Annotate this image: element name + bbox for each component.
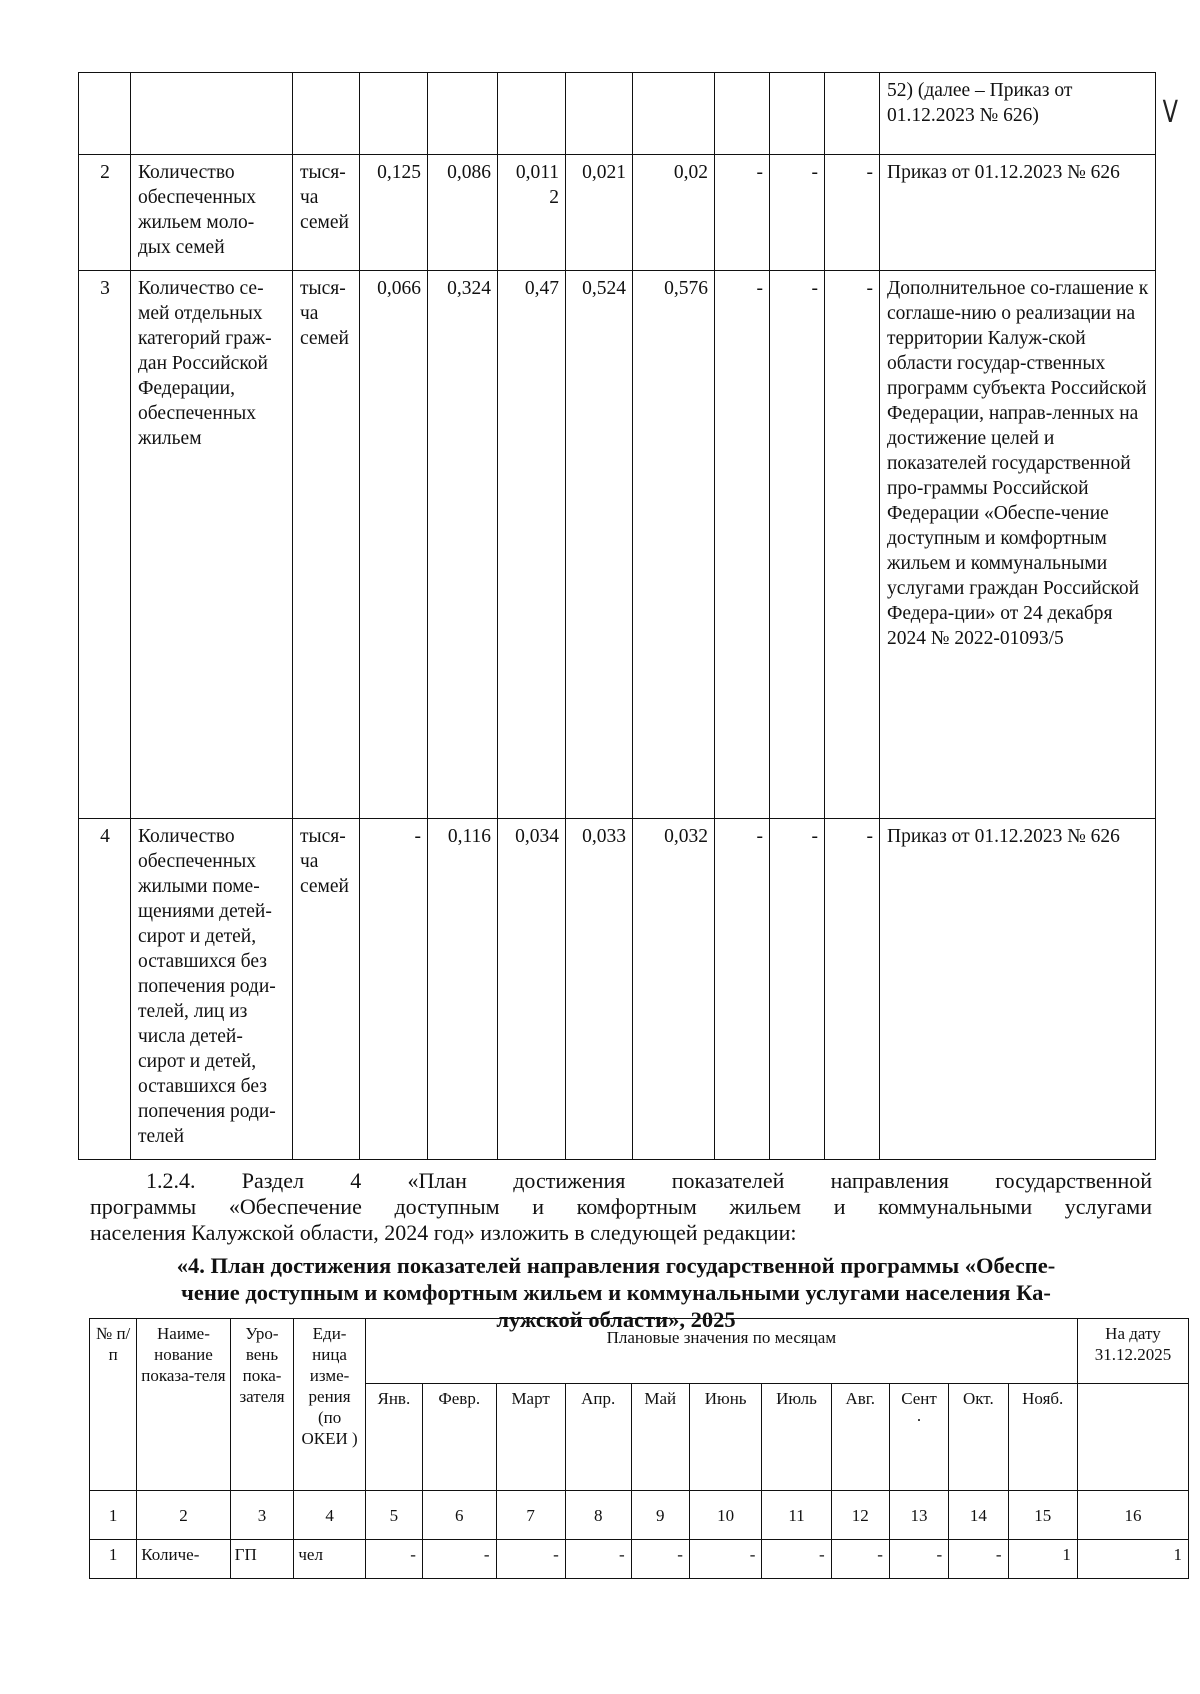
row-number: 4: [79, 819, 131, 1160]
unit-cell: тыся-ча семей: [293, 155, 360, 271]
value-cell: 0,011 2: [498, 155, 566, 271]
value-cell: 0,034: [498, 819, 566, 1160]
header-level: Уро-вень пока-зателя: [230, 1319, 294, 1491]
value-cell: -: [496, 1540, 565, 1579]
table-row: [79, 271, 1156, 819]
value-cell: 0,02: [633, 155, 715, 271]
value-cell: -: [825, 155, 880, 271]
column-number: 11: [762, 1491, 831, 1540]
month-jan: Янв.: [365, 1384, 422, 1491]
value-cell: -: [422, 1540, 496, 1579]
value-cell: -: [770, 155, 825, 271]
month-apr: Апр.: [565, 1384, 631, 1491]
value-cell: -: [360, 819, 428, 1160]
value-cell: 0,47: [498, 271, 566, 819]
column-number: 7: [496, 1491, 565, 1540]
indicator-name: Количество обеспеченных жильем моло-дых семей: [131, 155, 293, 271]
value-cell: -: [365, 1540, 422, 1579]
value-cell: 0,033: [566, 819, 633, 1160]
value-cell: 0,324: [428, 271, 498, 819]
amendment-paragraph: [90, 1168, 1152, 1246]
month-sep-dot: .: [916, 1406, 922, 1425]
value-cell: 0,066: [360, 271, 428, 819]
indicators-table: [78, 72, 1156, 1160]
month-nov: Нояб.: [1008, 1384, 1077, 1491]
value-cell: [825, 73, 880, 155]
value-cell: -: [831, 1540, 889, 1579]
value-cell: -: [565, 1540, 631, 1579]
month-oct: Окт.: [949, 1384, 1008, 1491]
value-cell: [566, 73, 633, 155]
month-feb: Февр.: [422, 1384, 496, 1491]
column-number: 13: [889, 1491, 948, 1540]
value-cell: -: [715, 819, 770, 1160]
value-cell: -: [762, 1540, 831, 1579]
value-cell: [498, 73, 566, 155]
value-cell: -: [825, 271, 880, 819]
column-number: 3: [230, 1491, 294, 1540]
row-number: 2: [79, 155, 131, 271]
column-number: 8: [565, 1491, 631, 1540]
value-cell: -: [825, 819, 880, 1160]
unit-cell: чел: [294, 1540, 365, 1579]
handwritten-check-mark: V: [1162, 95, 1178, 130]
source-document: Приказ от 01.12.2023 № 626: [880, 155, 1156, 271]
header-row: [90, 1319, 1189, 1384]
indicator-level: ГП: [230, 1540, 294, 1579]
column-number: 1: [90, 1491, 137, 1540]
value-cell: [633, 73, 715, 155]
source-document: 52) (далее – Приказ от 01.12.2023 № 626): [880, 73, 1156, 155]
table-row: [79, 155, 1156, 271]
paragraph-line: населения Калужской области, 2024 год» изложить в следующей редакции:: [90, 1220, 797, 1245]
month-may: Май: [631, 1384, 689, 1491]
value-cell: -: [689, 1540, 762, 1579]
value-cell: 0,524: [566, 271, 633, 819]
indicator-name: [131, 73, 293, 155]
column-number: 2: [137, 1491, 230, 1540]
column-number: 9: [631, 1491, 689, 1540]
value-cell: -: [770, 271, 825, 819]
unit-cell: тыся-ча семей: [293, 819, 360, 1160]
value-cell: [715, 73, 770, 155]
month-aug: Авг.: [831, 1384, 889, 1491]
source-document: Дополнительное со-глашение к соглаше-нию о реализации на территории Калуж-ской области государ-ственных программ субъекта Российской Федерации, направ-ленных на достижение целей и показателей государственной про-граммы Российской Федерации «Обеспе-чение доступным и комфортным жильем и коммунальными услугами граждан Российской Федера-ции» от 24 декабря 2024 № 2022-01093/5: [880, 271, 1156, 819]
paragraph-line: программы «Обеспечение доступным и комфортным жильем и коммунальными услугами: [90, 1194, 1152, 1219]
value-cell: 0,032: [633, 819, 715, 1160]
value-cell: 1: [1077, 1540, 1188, 1579]
indicator-name: Количество се-мей отдельных категорий граж-дан Российской Федерации, обеспеченных жильем: [131, 271, 293, 819]
value-cell: 0,116: [428, 819, 498, 1160]
header-date: На дату 31.12.2025: [1077, 1319, 1188, 1384]
column-numbers-row: [90, 1491, 1189, 1540]
unit-cell: тыся-ча семей: [293, 271, 360, 819]
row-number: 3: [79, 271, 131, 819]
indicator-name: Количе-: [137, 1540, 230, 1579]
table-row: [79, 73, 1156, 155]
value-cell: -: [631, 1540, 689, 1579]
heading-line: «4. План достижения показателей направления государственной программы «Обеспе-: [176, 1253, 1056, 1278]
table-row: [79, 819, 1156, 1160]
column-number: 15: [1008, 1491, 1077, 1540]
value-cell: 0,021: [566, 155, 633, 271]
column-number: 14: [949, 1491, 1008, 1540]
column-number: 6: [422, 1491, 496, 1540]
heading-line: чение доступным и комфортным жильем и коммунальными услугами населения Ка-: [181, 1280, 1051, 1305]
value-cell: 1: [1008, 1540, 1077, 1579]
value-cell: -: [949, 1540, 1008, 1579]
value-cell: [770, 73, 825, 155]
month-mar: Март: [496, 1384, 565, 1491]
header-unit: Еди-ница изме-рения (по ОКЕИ ): [294, 1319, 365, 1491]
value-cell: -: [715, 155, 770, 271]
value-cell: -: [889, 1540, 948, 1579]
source-document: Приказ от 01.12.2023 № 626: [880, 819, 1156, 1160]
header-date-empty: [1077, 1384, 1188, 1491]
value-cell: 0,125: [360, 155, 428, 271]
header-num: № п/п: [90, 1319, 137, 1491]
monthly-plan-table: [89, 1318, 1189, 1579]
month-jun: Июнь: [689, 1384, 762, 1491]
column-number: 10: [689, 1491, 762, 1540]
indicator-name: Количество обеспеченных жилыми поме-щениями детей-сирот и детей, оставшихся без попечения роди-телей, лиц из числа детей-сирот и детей, оставшихся без попечения роди-телей: [131, 819, 293, 1160]
heading-line: лужской области», 2025: [496, 1307, 736, 1332]
table-row: [90, 1540, 1189, 1579]
row-number: 1: [90, 1540, 137, 1579]
month-sep: [889, 1384, 948, 1491]
column-number: 12: [831, 1491, 889, 1540]
value-cell: 0,576: [633, 271, 715, 819]
row-number: [79, 73, 131, 155]
column-number: 4: [294, 1491, 365, 1540]
header-planned-values: Плановые значения по месяцам: [365, 1319, 1077, 1384]
column-number: 5: [365, 1491, 422, 1540]
month-sep-label: Сент: [901, 1389, 937, 1408]
header-indicator-name: Наиме-нование показа-теля: [137, 1319, 230, 1491]
value-cell: 0,086: [428, 155, 498, 271]
month-jul: Июль: [762, 1384, 831, 1491]
column-number: 16: [1077, 1491, 1188, 1540]
value-cell: [360, 73, 428, 155]
value-cell: -: [770, 819, 825, 1160]
value-cell: [428, 73, 498, 155]
value-cell: -: [715, 271, 770, 819]
unit-cell: [293, 73, 360, 155]
paragraph-line: 1.2.4. Раздел 4 «План достижения показателей направления государственной: [146, 1168, 1152, 1193]
